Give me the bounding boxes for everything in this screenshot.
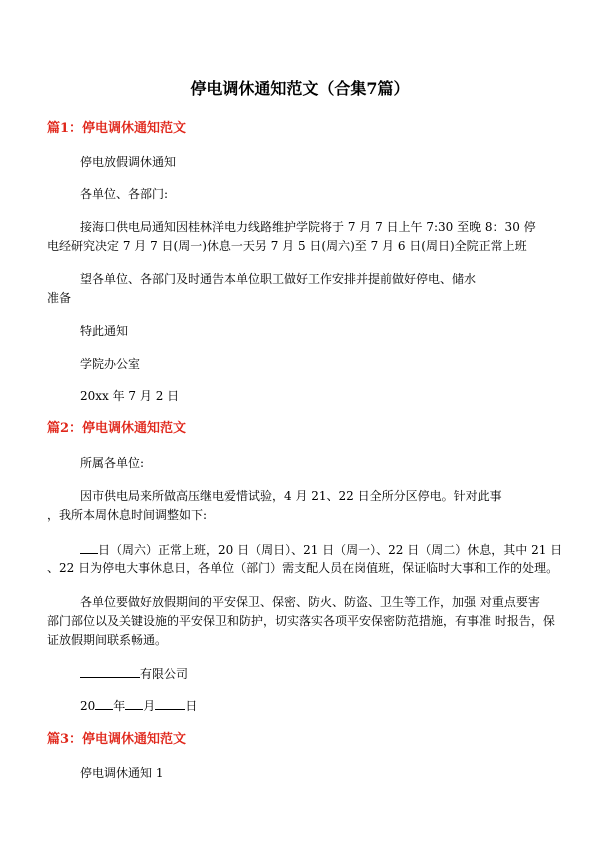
document-title: 停电调休通知范文（合集7篇） — [190, 79, 410, 98]
section2-para1-line1: 因市供电局来所做高压继电爱惜试验，4 月 21、22 日全所分区停电。针对此事 — [80, 489, 502, 503]
section1-para2-line2: 准备 — [47, 291, 72, 305]
section3-heading: 篇3：停电调休通知范文 — [47, 732, 187, 747]
blank-underline — [80, 541, 98, 554]
section1-para1-line2: 电经研究决定 7 月 7 日(周一)休息一天另 7 月 5 日(周六)至 7 月 6 日(周日)全院正常上班 — [47, 239, 527, 253]
section1-greeting: 各单位、各部门: — [80, 187, 169, 201]
section1-notice-title: 停电放假调休通知 — [80, 155, 177, 169]
section1-para2-line1: 望各单位、各部门及时通告本单位职工做好工作安排并提前做好停电、储水 — [80, 272, 477, 286]
section1-heading: 篇1：停电调休通知范文 — [47, 121, 187, 136]
blank-underline — [95, 697, 113, 710]
section2-para2-line2: 、22 日为停电大事休息日，各单位（部门）需支配人员在岗值班，保证临时大事和工作的处理。 — [47, 561, 559, 575]
section2-date-day: 日 — [185, 699, 198, 713]
section2-date-year: 年 — [113, 699, 126, 713]
section2-date-year-prefix: 20 — [80, 699, 96, 713]
blank-underline — [155, 697, 185, 710]
blank-underline — [125, 697, 143, 710]
section2-heading: 篇2：停电调休通知范文 — [47, 421, 187, 436]
section1-closing: 特此通知 — [80, 324, 129, 338]
section2-para3-line2: 部门部位以及关键设施的平安保卫和防护，切实落实各项平安保密防范措施，有事准 时报告，保 — [47, 614, 555, 628]
section2-para2-line1-text: 日（周六）正常上班，20 日（周日）、21 日（周一）、22 日（周二）休息，其中 21 日 — [98, 543, 563, 557]
section3-notice-title: 停电调休通知 1 — [80, 766, 164, 780]
section2-greeting: 所属各单位: — [80, 456, 145, 470]
section2-company-line — [80, 665, 188, 682]
section1-sender: 学院办公室 — [80, 357, 141, 371]
section1-para1-line1: 接海口供电局通知因桂林洋电力线路维护学院将于 7 月 7 日上午 7:30 至晚 8：30 停 — [80, 220, 536, 234]
section2-para1-line2: ，我所本周休息时间调整如下: — [47, 508, 208, 522]
section2-para2-line1 — [80, 541, 562, 558]
blank-underline — [80, 665, 140, 678]
section2-para3-line1: 各单位要做好放假期间的平安保卫、保密、防火、防盗、卫生等工作，加强 对重点要害 — [80, 595, 540, 609]
section2-company-suffix: 有限公司 — [140, 667, 189, 681]
section1-date: 20xx 年 7 月 2 日 — [80, 389, 180, 403]
section2-date-line — [80, 697, 197, 714]
section2-date-month: 月 — [143, 699, 156, 713]
section2-para3-line3: 证放假期间联系畅通。 — [47, 633, 168, 647]
